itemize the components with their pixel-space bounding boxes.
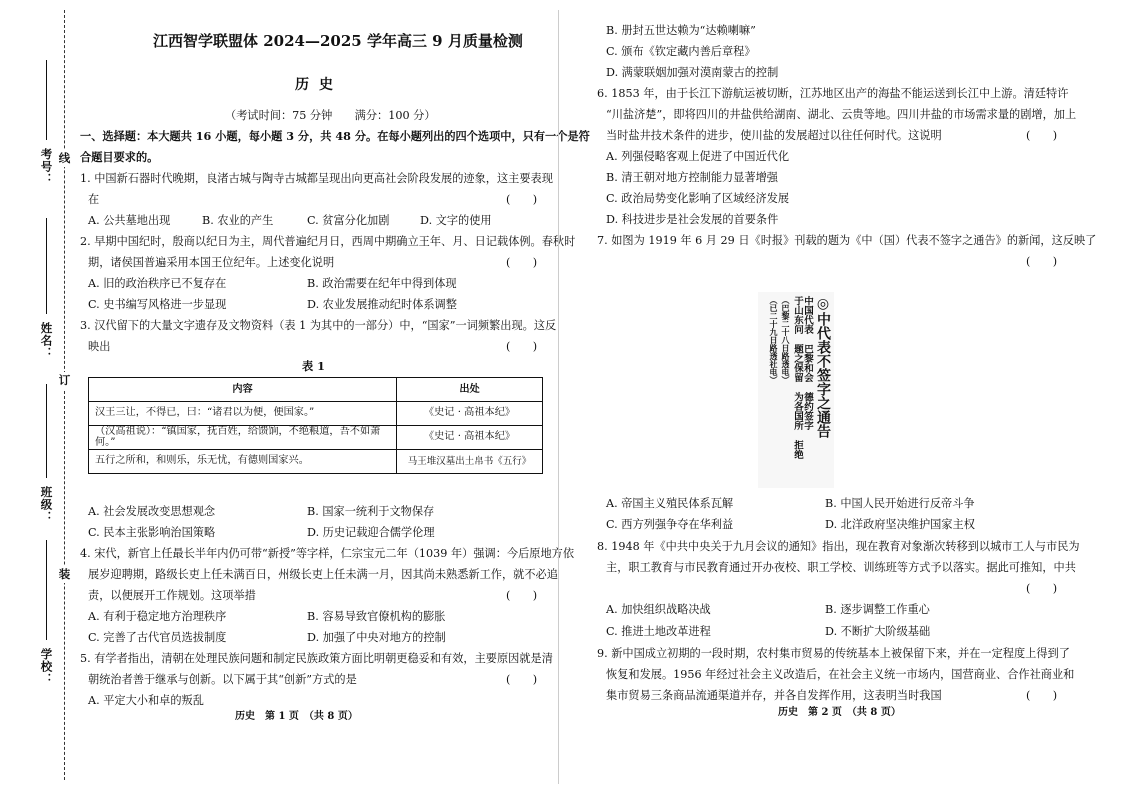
q4-stem-3: 责，以便展开工作规划。这项举措: [88, 589, 256, 602]
news-text-column: 题之保留: [792, 344, 803, 382]
table-cell-content: 五行之所和，和则乐，乐无忧，有德则国家兴。: [89, 450, 397, 474]
q4-stem-1: 4. 宋代，新官上任最长半年内仍可带“新授”等字样，仁宗宝元二年（1039 年）强调：今后原地方依: [80, 547, 575, 560]
q1-option-d[interactable]: D. 文字的使用: [420, 214, 492, 227]
q9-stem-3: 集市贸易三条商品流通渠道并存，并各自发挥作用，这表明当时我国: [606, 689, 942, 702]
q8-option-b[interactable]: B. 逐步调整工作重心: [825, 603, 930, 616]
q4-answer-bracket[interactable]: ( ): [506, 589, 538, 602]
q9-answer-bracket[interactable]: ( ): [1026, 689, 1058, 702]
q7-option-a[interactable]: A. 帝国主义殖民体系瓦解: [606, 497, 734, 510]
news-text-column: 中国代表: [802, 296, 813, 334]
news-text-column: 拒绝: [792, 440, 803, 459]
q4-option-b[interactable]: B. 容易导致官僚机构的膨胀: [307, 610, 446, 623]
table-1-header-source: 出处: [397, 378, 543, 402]
exam-title: 江西智学联盟体 2024—2025 学年高三 9 月质量检测: [153, 32, 523, 50]
q3-option-a[interactable]: A. 社会发展改变思想观念: [88, 505, 216, 518]
q6-option-a[interactable]: A. 列强侵略客观上促进了中国近代化: [606, 150, 790, 163]
news-dateline: （已二十九日路透社电）: [769, 296, 779, 384]
page-footer-2: 历史 第 2 页 （共 8 页）: [778, 707, 901, 718]
table-row: [89, 402, 543, 426]
class-label: 班级：: [39, 486, 54, 524]
q4-option-c[interactable]: C. 完善了古代官员选拔制度: [88, 631, 227, 644]
q2-option-d[interactable]: D. 农业发展推动纪时体系调整: [307, 298, 457, 311]
q9-stem-1: 9. 新中国成立初期的一段时期，农村集市贸易的传统基本上被保留下来，并在一定程度上得到了: [597, 647, 1070, 660]
q5-stem-1: 5. 有学者指出，清朝在处理民族问题和制定民族政策方面比明朝更稳妥和有效，主要原因就是清: [80, 652, 553, 665]
q3-stem-1: 3. 汉代留下的大量文字遗存及文物资料（表 1 为其中的一部分）中，“国家”一词频繁出现。这反: [80, 319, 557, 332]
exam-info: （考试时间：75 分钟 满分：100 分）: [225, 109, 436, 122]
q1-option-b[interactable]: B. 农业的产生: [202, 214, 274, 227]
q9-stem-2: 恢复和发展。1956 年经过社会主义改造后，在社会主义统一市场内，国营商业、合作社商业和: [606, 668, 1075, 681]
page-footer-1: 历史 第 1 页 （共 8 页）: [235, 711, 358, 722]
section-intro-1: 一、选择题：本大题共 16 小题，每小题 3 分，共 48 分。在每小题列出的四个选项中，只有一个是符: [80, 129, 590, 143]
table-cell-content: 汉王三让，不得已，曰：“诸君以为便，便国家。”: [89, 402, 397, 426]
table-row: [89, 426, 543, 450]
q2-option-c[interactable]: C. 史书编写风格进一步显现: [88, 298, 227, 311]
q3-answer-bracket[interactable]: ( ): [506, 340, 538, 353]
table-1: [88, 377, 543, 474]
q1-option-c[interactable]: C. 贫富分化加剧: [307, 214, 390, 227]
page-divider: [558, 10, 559, 784]
q6-answer-bracket[interactable]: ( ): [1026, 129, 1058, 142]
q4-stem-2: 展岁迎聘期，路级长吏上任未满百日，州级长吏上任未满一月，因其尚未熟悉新工作，就不必追: [88, 568, 558, 581]
binding-dashed-line: [64, 10, 65, 780]
q6-option-d[interactable]: D. 科技进步是社会发展的首要条件: [606, 213, 779, 226]
q8-option-c[interactable]: C. 推进土地改革进程: [606, 625, 711, 638]
news-headline: ◎中代表不签字之通告: [815, 296, 831, 438]
table-cell-source: 马王堆汉墓出土帛书《五行》: [397, 450, 543, 474]
binding-mark-zhuang: 装: [57, 568, 72, 581]
q1-option-a[interactable]: A. 公共墓地出现: [88, 214, 171, 227]
q8-option-a[interactable]: A. 加快组织战略决战: [606, 603, 711, 616]
q7-option-d[interactable]: D. 北洋政府坚决维护国家主权: [825, 518, 975, 531]
q3-option-d[interactable]: D. 历史记载迎合儒学伦理: [307, 526, 435, 539]
q1-stem-2: 在: [88, 193, 100, 206]
q5-option-d[interactable]: D. 满蒙联姻加强对漠南蒙古的控制: [606, 66, 779, 79]
table-1-header-content: 内容: [89, 378, 397, 402]
q5-option-b[interactable]: B. 册封五世达赖为“达赖喇嘛”: [606, 24, 756, 37]
q5-option-a[interactable]: A. 平定大小和卓的叛乱: [88, 694, 204, 707]
q6-stem-1: 6. 1853 年，由于长江下游航运被切断，江苏地区出产的海盐不能运送到长江中上游。清廷特许: [597, 87, 1069, 100]
news-dateline: （巴黎二十八日路透电）: [781, 296, 791, 384]
news-text-column: 于山东问: [792, 296, 803, 334]
school-line: [46, 540, 47, 640]
name-label: 姓名：: [39, 322, 54, 360]
q5-stem-2: 朝统治者善于继承与创新。以下属于其“创新”方式的是: [88, 673, 357, 686]
q8-stem-2: 主，职工教育与市民教育通过开办夜校、职工学校、训练班等方式予以落实。据此可推知，中共: [606, 561, 1076, 574]
binding-mark-xian: 线: [57, 152, 72, 165]
table-row: [89, 450, 543, 474]
table-cell-content: （汉高祖说）：“镇国家，抚百姓，给馈饷，不绝粮道，吾不如萧何。”: [89, 426, 397, 450]
exam-number-line: [46, 60, 47, 140]
q8-option-d[interactable]: D. 不断扩大阶级基础: [825, 625, 931, 638]
q8-stem-1: 8. 1948 年《中共中央关于九月会议的通知》指出，现在教育对象渐次转移到以城市工人与市民为: [597, 540, 1080, 553]
q2-stem-2: 期，诸侯国普遍采用本国王位纪年。上述变化说明: [88, 256, 335, 269]
q6-option-c[interactable]: C. 政治局势变化影响了区域经济发展: [606, 192, 790, 205]
q2-option-b[interactable]: B. 政治需要在纪年中得到体现: [307, 277, 457, 290]
section-intro-2: 合题目要求的。: [80, 150, 159, 164]
q6-option-b[interactable]: B. 清王朝对地方控制能力显著增强: [606, 171, 778, 184]
subject-title: 历史: [295, 77, 343, 93]
q4-option-d[interactable]: D. 加强了中央对地方的控制: [307, 631, 446, 644]
q3-option-b[interactable]: B. 国家一统利于文物保存: [307, 505, 435, 518]
table-cell-source: 《史记 · 高祖本纪》: [397, 426, 543, 450]
q6-stem-3: 当时盐井技术条件的进步，使川盐的发展超过以往任何时代。这说明: [606, 129, 942, 142]
q3-option-c[interactable]: C. 民本主张影响治国策略: [88, 526, 216, 539]
q5-option-c[interactable]: C. 颁布《钦定藏内善后章程》: [606, 45, 756, 58]
exam-number-label: 考号：: [39, 148, 54, 186]
q4-option-a[interactable]: A. 有利于稳定地方治理秩序: [88, 610, 227, 623]
q7-option-b[interactable]: B. 中国人民开始进行反帝斗争: [825, 497, 975, 510]
newspaper-clipping-image: [758, 292, 834, 488]
q8-answer-bracket[interactable]: ( ): [1026, 582, 1058, 595]
q2-stem-1: 2. 早期中国纪时，殷商以纪日为主，周代普遍纪月日，西周中期确立王年、月、日记载体例。春秋时: [80, 235, 576, 248]
q6-stem-2: “川盐济楚”，即将四川的井盐供给湖南、湖北、云贵等地。四川井盐的市场需求量的剧增，加上: [606, 108, 1077, 121]
q7-option-c[interactable]: C. 西方列强争夺在华利益: [606, 518, 734, 531]
binding-mark-ding: 订: [57, 374, 72, 387]
q2-answer-bracket[interactable]: ( ): [506, 256, 538, 269]
news-text-column: 巴黎和会: [802, 344, 813, 382]
class-line: [46, 384, 47, 478]
q2-option-a[interactable]: A. 旧的政治秩序已不复存在: [88, 277, 227, 290]
table-cell-source: 《史记 · 高祖本纪》: [397, 402, 543, 426]
q7-answer-bracket[interactable]: ( ): [1026, 255, 1058, 268]
q1-stem-1: 1. 中国新石器时代晚期，良渚古城与陶寺古城都呈现出向更高社会阶段发展的迹象，这主要表现: [80, 172, 553, 185]
table-1-title: 表 1: [302, 359, 325, 373]
q1-answer-bracket[interactable]: ( ): [506, 193, 538, 206]
q5-answer-bracket[interactable]: ( ): [506, 673, 538, 686]
name-line: [46, 218, 47, 314]
school-label: 学校：: [39, 648, 54, 686]
news-text-column: 为各国所: [792, 392, 803, 430]
news-text-column: 德约签字: [802, 392, 813, 430]
q3-stem-2: 映出: [88, 340, 111, 353]
q7-stem-1: 7. 如图为 1919 年 6 月 29 日《时报》刊载的题为《中（国）代表不签字之通告》的新闻，这反映了: [597, 234, 1097, 247]
